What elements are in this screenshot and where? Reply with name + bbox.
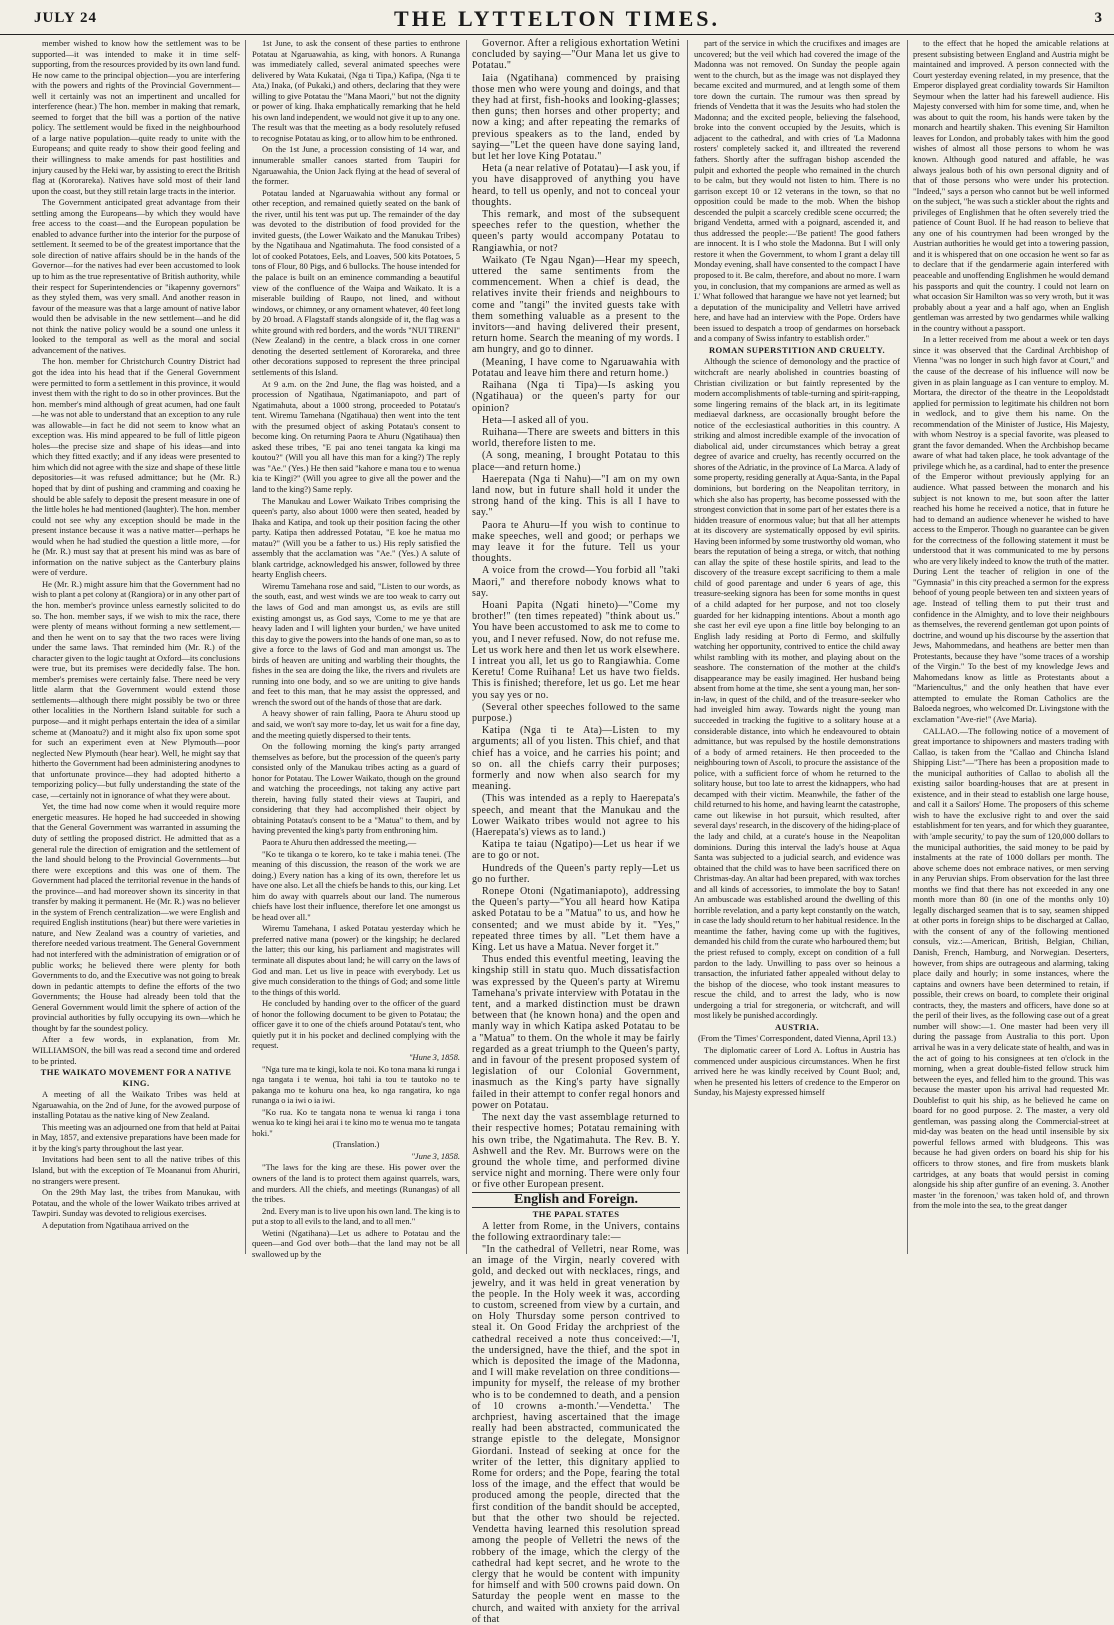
- paragraph: Raihana (Nga ti Tipa)—Is asking you (Ngatihaua) or the queen's party for our opinion?: [472, 380, 680, 414]
- paragraph: Ronepe Otoni (Ngatimaniapoto), addressing the Queen's party—"You all heard how Katipa asked Potatau to be a "Matua" to us, and how he consented; and we must abide by it. "Yes," repeated three times by all. "Let them have a King. Let us have a Matua. Never forget it.": [472, 886, 680, 954]
- paragraph: (Several other speeches followed to the same purpose.): [472, 701, 680, 724]
- paragraph: Katipa (Nga ti te Ata)—Listen to my arguments; all of you listen. This chief, and that chief has a voice, and he carries his point; and so on. all the chiefs carry their purposes; formerly and now when also search for my meaning.: [472, 725, 680, 793]
- paragraph: Iaia (Ngatihana) commenced by praising those men who were young and doings, and that they had at first, fish-hooks and looking-glasses; then guns; then horses and other property; and now a king; and after repeating the remarks of previous speakers as to the land, ended by saying—"Let the queen have done saying land, but let her love King Potatau.": [472, 72, 680, 163]
- paragraph: Paora te Ahuru—If you wish to continue to make speeches, well and good; or perhaps we may leave it for the future. Tell us your thoughts.: [472, 519, 680, 565]
- paragraph: This meeting was an adjourned one from that held at Paitai in May, 1857, and extensive preparations have been made for it by the king's party throughout the last year.: [32, 1121, 240, 1153]
- paragraph: Haerepata (Nga ti Nahu)—"I am on my own land now, but in future shall hold it under the strong hand of the king. This is all I have to say.": [472, 473, 680, 519]
- paragraph: A voice from the crowd—You forbid all "taki Maori," and therefore nobody knows what to say.: [472, 565, 680, 599]
- paragraph: The next day the vast assemblage returned to their respective homes; Potatau remaining with his own tribe, the Ngatimahuta. The Rev. B. Y. Ashwell and the Rev. Mr. Burrows were on the ground the whole time, and performed divine service night and morning. There were only four or five other European present.: [472, 1112, 680, 1191]
- paragraph: At 9 a.m. on the 2nd June, the flag was hoisted, and a procession of Ngatihaua, Ngatimaniapoto, and part of Ngatimahuta, about a 1000 strong, proceeded to Potatau's tent. Wiremu Tamehana (Ngatihaua) then went into the tent with the presumed object of asking Potatau's consent to become king. On returning Paora te Ahuru (Ngatihaua) then asked these tribes, "E pai ano tenei tangata ka kingi ma koutou?" (Will you all have this man for a king?) The reply was "Ae." (Yes.) He then said "kahore e mana tou e to wenua kia te Kingi?" (Will you agree to give all the power and the land to the king?) Same reply.: [252, 378, 460, 494]
- paragraph: part of the service in which the crucifixes and images are uncovered; but the veil which had covered the image of the Madonna was not removed. On Sunday the people again went to the church, but as the image was not displayed they became excited and murmured, and at length some of them tore down the curtain. The rumour was then spread by friends of Vendetta that it was the Jesuits who had stolen the Madonna; and the excited people, believing the falsehood, broke into the convent occupied by the Jesuits, which is adjacent to the cathedral, and with cries of 'La Madonna rosters' completely sacked it, and illtreated the reverend fathers. Shortly after the suffragan bishop ascended the pulpit and exhorted the people who remained in the church to be calm, but they would not listen to him. There is no garrison except 10 or 12 veterans in the town, so that no opposition could be made to the mob. When the bishop descended the pulpit a scarcely credible scene occurred; the brigand Vendetta, armed with a poignard, ascended it, and thus addressed the people:—'Be patient! The good fathers are innocent. It is I who stole the Madonna. But I will only restore it when the Government, to whom I grant a delay till Monday evening, shall have consented to the compact I have proposed to it. Be calm, therefore, and about no more. I warn you, in conclusion, that my companions are armed as well as I.' What followed that harangue we have not yet learned; but a deputation of the municipality and Velletri have arrived here, and have had an interview with the Pope. Orders have been issued to despatch a troop of gendarmes on horseback and a company of Swiss infantry to establish order.": [694, 38, 900, 344]
- paragraph: "Ko te tikanga o te korero, ko te take i mahia tenei. (The meaning of this discussion, the reason of the work we are doing.) Every nation has a king of its own, therefore let us have one also. Let all the chiefs be hands to this, our king. Let him do away with quarrels about our land. The numerous chiefs have lost their influence, therefore let one amongst us be head over all.": [252, 848, 460, 922]
- paragraph: Heta (a near relative of Potatau)—I ask you, if you have disapproved of anything you have heard, to tell us openly, and not to conceal your thoughts.: [472, 163, 680, 208]
- paragraph: The Manukau and Lower Waikato Tribes comprising the queen's party, also about 1000 were then seated, headed by Ihaka and Katipa, and took up their position facing the other party. Katipa then addressed Potatau, "E koe he matua mo matau?" (Will you be a father to us.) His reply satisfied the assembly that the acclamation was "Ae." (Yes.) A salute of blank cartridge, acknowledged his answer, followed by three hearty English cheers.: [252, 495, 460, 580]
- paragraph: CALLAO.—The following notice of a movement of great importance to shipowners and masters trading with Callao, is taken from the "Callao and Chincha Island Shipping List:"—"There has been a proposition made to the municipal authorities of Callao to abolish all the existing sailor boarding-houses that are at present in existence, and in their stead to establish one large house, and call it a Sailors' Home. The proposers of this scheme wish to have the exclusive right to and over the said establishment for ten years, and for which they guarantee, with 'ample security,' to pay the sum of 120,000 dollars to the municipal authorities, the said money to be paid by instalments at the rate of 1000 dollars per month. The above scheme does not embrace natives, or men serving in any Peruvian ships. From observation for the last three months we find that there has not exceeded in any one month more than 80 (in one of the months only 10) legally discharged seamen that is to say, seamen shipped at other ports in foreign ships to be discharged at Callao, with the consent of any of the following mentioned consuls, viz.:—American, British, Belgian, Chilian, Danish, French, Hamburg, and Norwegian. Deserters, however, from ships are outrageous and alarming, taking place daily and hourly; in some instances, where the captains and owners have been determined to retain, if possible, their crews on board, to complete their original contracts, they, the masters and officers, have done so at the peril of their lives, as the following case out of a great number will show:—1. One master had been very ill during the passage from Australia to this port. Upon arrival he was in a very delicate state of health, and was in the act of going to his consignees at ten o'clock in the morning, when a great double-fisted fellow struck him between the eyes, and felled him to the ground. This was because the master upon his arrival had requested Mr. Doublefist to quit his ship, as he believed he came on board for no good purpose. 2. The master, a very old gentleman, was passing along the Commercial-street at mid-day was beaten on the head until insensible by six powerful fellows armed with bludgeons. This was because he had given orders on board his ship for his officers to throw stones, and fire from muskets blank cartridges, at any boats that would persist in coming alongside his ship after gunfire of an evening. 3. Another master 'in the forenoon,' was taken hold of, and thrown from the mole into the sea, to the great danger: [913, 725, 1109, 1211]
- column-2: [252, 38, 460, 1259]
- article-heading: THE PAPAL STATES: [532, 1209, 620, 1220]
- paragraph: On the following morning the king's party arranged themselves as before, but the procession of the queen's party consisted only of the Manukau tribes acting as a guard of honor for Potatau. The Lower Waikato, though on the ground and watching the proceedings, not taking any active part therein, having fully stated their views at Taupiri, and considering that they had accomplished their object by obtaining Potatau's consent to be a "Matua" to them, and by having prevented the king's party from enthroning him.: [252, 741, 460, 836]
- paragraph: 2nd. Every man is to live upon his own land. The king is to put a stop to all evils to the land, and to all men.": [252, 1205, 460, 1227]
- paragraph: Although the science of demonology and the practice of witchcraft are nearly abolished in countries boasting of Christian civilization or but faintly represented by the modern accomplishments of table-turning and spirit-rapping, some lingering remains of the black art, in its legitimate mediaeval darkness, are occasionally brought before the notice of the ecclesiastical authorities in this country. A striking and almost incredible example of the invocation of diabolical aid, under circumstances which betray a great degree of avarice and cruelty, has recently occurred on the shores of the Adriatic, in the province of La Marca. A lady of some property, residing generally at Aqua-Santa, in the Papal dominions, but bordering on the Neapolitan territory, in which she also has property, has become possessed with the strongest conviction that in some part of her estates there is a hidden treasure of enormous value; but that all her attempts at its discovery are systematically opposed by evil spirits. Having been informed by some trustworthy old woman, who bears the reputation of being a strega, or witch, that nothing can allay the spite of these hostile spirits, and lead to the discovery of the treasure except sacrificing to them a male child of good parentage and under 6 years of age, this treasure-seeking signora has been for some months in quest of a child adapted for her purpose, and not too closely guarded for her kidnapping intentions. About a month ago she cast her evil eye upon a fine little boy belonging to an English lady residing at Porto di Fermo, and skilfully watching her opportunity, contrived to entice the child away whilst rambling with its mother, and playing about on the seashore. The consternation of the mother at the child's disappearance may be easily imagined. Her husband being absent from home at the time, she sent a young man, her son-in-law, in quest of the child, and of the treasure-seeker who had inveigled him away. Towards night the young man succeeded in tracking the fugitive to a solitary house at a considerable distance, into which he endeavoured to obtain admittance, but was repulsed by the hostile demonstrations of a body of armed retainers. He then proceeded to the neighbouring town of Ascoli, to procure the assistance of the police, with a sufficient force of whom he returned to the solitary house, but too late to arrest the kidnappers, who had decamped with their victim. Meanwhile, the father of the child returned to his home, and having learnt the catastrophe, came out likewise in hot pursuit, which resulted, after several days' research, in the discovery of the hiding-place of the lady and child, at a curate's house in the Neapolitan dominions. During this interval the lady's house at Aqua Santa was subjected to a judicial search, and evidence was obtained that the child was to have been sacrificed there on Christmas-day. An altar had been prepared, with wax torches and all kinds of accessories, to immolate the boy to Satan! An ambuscade was established around the dwelling of this horrible revelation, and a party kept constantly on the watch, in case the lady should return to her habitual residence. In the meantime the father, having come up with the fugitives, demanded his child from the curate who harboured them; but the priest refused to comply, except on condition of a full pardon to the lady. Unwilling to pass over so heinous a transaction, the infuriated father appealed without delay to the bishop of the diocese, who took instant measures to rescue the child, and to arrest the lady, who is now undergoing a trial for stregoneria, or witchcraft, and will most likely be punished accordingly.: [694, 356, 900, 1021]
- column-rule: [245, 40, 246, 1254]
- article-heading: THE WAIKATO MOVEMENT FOR A NATIVE KING.: [40, 1067, 232, 1088]
- paragraph: After a few words, in explanation, from Mr. WILLIAMSON, the bill was read a second time and ordered to be printed.: [32, 1034, 240, 1066]
- paragraph: A heavy shower of rain falling, Paora te Ahuru stood up and said, we won't say more to-day, let us wait for a fine day, and the meeting quietly dispersed to their tents.: [252, 708, 460, 740]
- document-date: "Hune 3, 1858.: [408, 1051, 460, 1062]
- paragraph: Yet, the time had now come when it would require more energetic measures. He hoped he had succeeded in showing that the General Government was warranted in assuming the duty of settling the proposed district. He admitted that as a general rule the direction of emigration and the settlement of the land should belong to the Provincial Governments—but there were exceptions and this was one of them. The Government had placed the territorial revenue in the hands of the province—and had moreover shown its sincerity in that transfer by making it permanent. He (Mr. R.) was no believer in the system of French centralization—we were English and required English institutions (hear) but there were varieties in nature, and New Zealand was a country of varieties, and therefore needed various treatment. The General Government had not interfered with the administration of emigration or of public works; he believed there were plenty for both Governments to do, and the Executive was not going to break down in pedantic attempts to define the efforts of the two Governments; the House had already been told that the General Government would limit the sphere of action of the provincial authorities by fully occupying its own—which he thought by far the soundest policy.: [32, 801, 240, 1033]
- maori-text: "Nga ture ma te kingi, kola te noi. Ko tona mana ki runga i nga tangata i te wenua, hoi tahi ia tou te tautoko no te pakanga mo te kohuru ona hea, ko nga rangatira, ko nga runanga o ia iwi o ia iwi.: [252, 1063, 460, 1106]
- paragraph: Ruihana—There are sweets and bitters in this world, therefore listen to me.: [472, 426, 680, 450]
- paragraph: Heta—I asked all of you.: [482, 414, 589, 426]
- paragraph: He concluded by handing over to the officer of the guard of honor the following document to be given to Potatau; the officer gave it to one of the chiefs around Potatau's tent, who quietly put it in his pocket and declined complying with the request.: [252, 998, 460, 1051]
- column-rule: [687, 40, 688, 1254]
- paragraph: A meeting of all the Waikato Tribes was held at Ngaruawahia, on the 2nd of June, for the avowed purpose of installing Potatau as the native king of New Zealand.: [32, 1089, 240, 1121]
- paragraph: Governor. After a religious exhortation Wetini concluded by saying—"Our Mana let us give to Potatau.": [472, 38, 680, 72]
- newspaper-title: THE LYTTELTON TIMES.: [394, 6, 720, 31]
- masthead: [0, 0, 1114, 35]
- paragraph: A deputation from Ngatihaua arrived on the: [42, 1219, 189, 1230]
- paragraph: On the 1st June, a procession consisting of 14 war, and innumerable smaller canoes started from Taupiri for Ngaruawahia, the Union Jack flying at the head of several of the former.: [252, 144, 460, 187]
- paragraph: (Meaning, I have come to Ngaruawahia with Potatau and leave him there and return home.): [472, 356, 680, 379]
- translation-label: (Translation.): [332, 1139, 380, 1150]
- paragraph: A letter from Rome, in the Univers, contains the following extraordinary tale:—: [472, 1220, 680, 1243]
- paragraph: Thus ended this eventful meeting, leaving the kingship still in statu quo. Much dissatisfaction was expressed by the Queen's party at Wiremu Tamehana's private interview with Potatau in the tent, and a marked distinction must be drawn between that (he known hona) and the open and manly way in which Katipa asked Potatau to be a "Matua" to them. On the whole it may be fairly regarded as a great triumph to the Queen's party, and in favour of the present proposed system of legislation of our Colonial Government, inasmuch as the King's party have signally failed in their attempt to confer regal honors and power on Potatau.: [472, 954, 680, 1111]
- paragraph: In a letter received from me about a week or ten days since it was observed that the Cardinal Archbishop of Vienna "was no longer in such high favor at Court," and the cause of the decrease of his influence will now be given in as plain language as I can venture to employ. M. Mortara, the director of the theatre in the Leopoldstadt applied for permission to legitimate his children not born in wedlock, and to give them his name. On the recommendation of the Minister of Justice, His Majesty, with whom Nestroy is a special favorite, was pleased to grant the favor demanded. When the Archbishop became aware of what had taken place, he took advantage of the privilege which he, as a cardinal, had to enter the presence of the Emperor without previously applying for an audience. What passed between the monarch and his subject is not known to me, but soon after the latter reached his home he received a notice, that in future he had to demand an audience whenever he wished to have access to the Emperor. Though no guarantee can be given for the correctness of the following statement it must be understood that it was communicated to me by persons who are very likely indeed to know the truth of the matter. During Lent the teacher of religion in one of the "Gymnasia" in this city preached a sermon for the express behoof of young people between ten and sixteen years of age. Instead of telling them to put their trust and confidence in the Almighty, and to love their neighbours as themselves, the reverend gentleman got upon points of doctrine, and wound up his discourse by the assertion that Jews, Mahommedans, and heathens are better men than Protestants, because they have "some traces of a worship of the Virgin." To the best of my knowledge Jews and Mahomedans know as little as Protestants about a "Mariencultus," and the only heathen that have ever attempted to emulate the Roman Catholics are the Baloeda negroes, who welcomed Dr. Livingstone with the exclamation "Ave-rie!" (Ave Maria).: [913, 334, 1109, 724]
- paragraph: "The laws for the king are these. His power over the owners of the land is to protect them against quarrels, wars, and murders. All the chiefs, and meetings (Runangas) of all the tribes.: [252, 1162, 460, 1205]
- article-heading: ROMAN SUPERSTITION AND CRUELTY.: [708, 344, 886, 355]
- paragraph: Katipa te taiau (Ngatipo)—Let us hear if we are to go or not.: [472, 839, 680, 862]
- paragraph: (This was intended as a reply to Haerepata's speech, and meant that the Manukau and the Lower Waikato tribes would not agree to his (Haerepata's) views as to land.): [472, 793, 680, 839]
- column-rule: [466, 40, 467, 1254]
- paragraph: The hon. member for Christchurch Country District had got the idea into his head that if the General Government were permitted to form a settlement in this province, it would invest them with the right to do so in other provinces. But the hon. member's mind although of great acumen, had one fault—he was not able to understand that an exception to any rule was allowable—in fact he did not seem to know what an exception was. His mind appeared to be full of little pigeon holes—the precise size and shape of his ideas—and into which they fitted exactly; and if any ideas were presented to him which did not agree with the size and shape of these little depositories—it was refused admittance; but he (Mr. R.) hoped that by dint of pushing and cramming and coaxing he should be able safely to deposit the present measure in one of the little holes he had mentioned (laughter). The hon. member could not see why any exception should be made in the present instance because it was a native matter—perhaps he would when he had studied the question a little more, —for he (Mr. R.) must say that at present his mind was as bare of information on the native subject as the Canterbury plains were of verdure.: [32, 356, 240, 578]
- document-date: "June 3, 1858.: [411, 1150, 460, 1161]
- column-5: [913, 38, 1109, 1256]
- paragraph: Invitations had been sent to all the native tribes of this Island, but with the exception of Te Moananui from Ahuriri, no strangers were present.: [32, 1154, 240, 1186]
- issue-date: JULY 24: [34, 10, 97, 26]
- article-subheading: (From the 'Times' Correspondent, dated Vienna, April 13.): [697, 1033, 897, 1044]
- article-heading: AUSTRIA.: [774, 1021, 820, 1032]
- paragraph: Paora te Ahuru then addressed the meeting,—: [262, 837, 417, 848]
- page-number: 3: [1094, 10, 1102, 26]
- column-1: [32, 38, 240, 1256]
- column-3: [472, 38, 680, 1625]
- paragraph: This remark, and most of the subsequent speeches refer to the question, whether the queen's party would accompany Potatau to Rangiawhia, or not?: [472, 209, 680, 254]
- maori-text: "Ko rua. Ko te tangata nona te wenua ki ranga i tona wenua ko te kingi hei arai i te kino mo te wenua mo te tangata hoki.": [252, 1106, 460, 1138]
- paragraph: Wiremu Tamehana rose and said, "Listen to our words, as the south, east, and west winds we are too weak to carry out the laws of God and man amongst us, as evils are still existing amongst us, as God says, 'Come to me ye that are heavy laden and I will lighten your burden,' we have united this day to give the powers into the hands of one man, so as to give a force to the laws of God and man amongst us. The birds of heaven are uniting and warbling their thoughts, the fishes in the sea are doing the like, the rivers and rivulets are running into one body, and so we are uniting to give hands and feet to this man, that he may assist the oppressed, and wrench the sword out of the hands of those that are dark.: [252, 580, 460, 707]
- section-heading: English and Foreign.: [472, 1192, 680, 1209]
- paragraph: member wished to know how the settlement was to be supported—it was intended to make it in time self-supporting, from the resources provided by its own land fund. He now came to the principal objection—you are interfering with the powers and rights of the Provincial Government—well it certainly was not an impertinent and uncalled for interference (hear.) The hon. member in making that remark, seemed to forget that the bill was a portion of the native policy. The settlement would be fixed in the neighbourhood of a large native population—quite ready to unite with the Europeans; and quite ready to show their good feeling and their willingness to make amends for past hostilities and injury caused by the Heki war, by assisting to erect the British flag at (Kororareka). Natives have sold most of their land upon the coast, but they still retain large tracts in the interior.: [32, 38, 240, 196]
- paragraph: Potatau landed at Ngaruawahia without any formal or other reception, and remained quietly seated on the bank of the river, until his tent was put up. The remainder of the day was devoted to the distribution of food provided for the invited guests, (the Lower Waikato and the Manukau Tribes) by the Ngatihaua and Ngatimahuta. The food consisted of a lot of cooked Potatoes, Eels, and Loaves, 500 kits Potatoes, 5 tons of Flour, 80 Pigs, and 6 bullocks. The house intended for the palace is built on an eminence commanding a beautiful view of the confluence of the Waipa and Waikato. It is a miserable building of Raupo, not lined, and without windows, or chimney, or any ornament whatever, 40 feet long by 20 broad. A Flagstaff stands alongside of it, the flag was a white ground with red borders, and the words "NUI TIRENI" (New Zealand) in the centre, a black cross in one corner denoting the deserted settlement of Kororareka, and three other decorations supposed to represent the three principal settlements of this Island.: [252, 187, 460, 377]
- paragraph: to the effect that he hoped the amicable relations at present subsisting between England and Austria might be maintained and improved. A person connected with the Court yesterday evening related, in my presence, that the Emperor displayed great cordiality towards Sir Hamilton Seymour when the latter had his farewell audience. His Majesty conversed with him for some time, and, when he was about to quit the room, his hands were taken by the monarch and heartily shaken. This evening Sir Hamilton leaves for London, and probably takes with him the good wishes of almost all those persons to whom he was known. Although good natured and affable, he was always jealous both of his own personal dignity and of that of those persons who were under his protection. "Indeed," says a person who cannot but be well informed on the subject, "he was such a stickler about the rights and privileges of Englishmen that he often severely tried the patience of Count Buol. If he had reason to believe that any one of his countrymen had been wronged by the Austrian authorities he would get into a towering passion, and it is whispered that on one occasion he went so far as to declare that if the gendarmerie again interfered with peaceable and unoffending Englishmen he would demand his passports and quit the country. I could not learn on what occasion Sir Hamilton was so very wroth, but it was probably about a year and a half ago, when an English gentleman was arrested by two gendarmes while walking in the country without a passport.: [913, 38, 1109, 333]
- paragraph: Wiremu Tamehana, I asked Potatau yesterday which he preferred native mana (power) or the kingship; he declared the latter; this our king, his parliament and magistrates will terminate all disputes about land; he will carry on the laws of God and man. Let us live in peace with everybody. Let us give much consideration to the things of God; and some little to the things of this world.: [252, 923, 460, 997]
- paragraph: On the 29th May last, the tribes from Manukau, with Potatau, and the whole of the lower Waikato tribes arrived at Tawpiri. Sunday was devoted to religious exercises.: [32, 1187, 240, 1219]
- column-rule: [907, 40, 908, 1254]
- paragraph: "In the cathedral of Velletri, near Rome, was an image of the Virgin, nearly covered with gold, and decked out with necklaces, rings, and jewelry, and it was held in great veneration by the people. In the Holy week it was, according to custom, screened from view by a curtain, and on Holy Thursday some person contrived to steal it. On Good Friday the archpriest of the cathedral received a note thus conceived:—'I, the undersigned, have the thief, and the spot in which is deposited the image of the Madonna, and I will make revelation on three conditions—impunity for myself, the release of my brother who is to be condemned to death, and a pension of 10 crowns a-month.'—Vendetta.' The archpriest, having ascertained that the image really had been abstracted, communicated the strange epistle to the delegate, Monsignor Giordani. Instead of seeking at once for the writer of the letter, this dignitary applied to Rome for orders; and the Pope, fearing the total loss of the image, and the effect that would be produced among the people, directed that the first condition of the bandit should be accepted, but that the other two should be rejected. Vendetta having learned this resolution spread among the people of Velletri the news of the robbery of the image, which the clergy of the cathedral had kept secret, and he wrote to the clergy that he would be content with impunity for himself and with 500 crowns paid down. On Saturday the people went en masse to the church, and waited with anxiety for the arrival of that: [472, 1244, 680, 1625]
- column-4: [694, 38, 900, 1256]
- paragraph: 1st June, to ask the consent of these parties to enthrone Potatau at Ngaruawahia, as king, with honors. A Runanga was immediately called, several animated speeches were delivered by Wata Kukatai, (Nga ti Tipa,) Kafipa, (Nga ti te Ata,) Inaka, (of Pukaki,) and others, declaring that they were willing to give Potatau the "Mana Maori," but not the dignity or power of king. Ihaka emphatically remarking that he held his own land independent, we would not give it up to any one. The result was that the meeting as a body resolutely refused to recognise Potatau as king, or to allow him to be enthroned.: [252, 38, 460, 143]
- paragraph: Hundreds of the Queen's party reply—Let us go no further.: [472, 862, 680, 885]
- paragraph: Wetini (Ngatihana)—Let us adhere to Potatau and the queen—and God over both—that the land may not be all swallowed up by the: [252, 1227, 460, 1259]
- paragraph: Waikato (Te Ngau Ngan)—Hear my speech, uttered the same sentiments from the commencement. When a chief is dead, the relatives invite their friends and neighbours to come and "tangi" the invited guests take with them something valuable as a present to the invitors—and having delivered their present, return home. Search the meaning of my words. I am hungry, and go to dinner.: [472, 254, 680, 356]
- paragraph: Hoani Papita (Ngati hineto)—"Come my brother!" (ten times repeated) "think about us." You have been accustomed to ask me to come to you, and I never refused. Now, do not refuse me. Let us work here and then let us work elsewhere. I intreat you all, let us go to Rangiawhia. Come Keretu! Come Ruihana! Let us have two fields. This is finished; therefore, let us go. Let me hear you say yes or no.: [472, 599, 680, 701]
- paragraph: He (Mr. R.) might assure him that the Government had no wish to plant a pet colony at (Rangiora) or in any other part of the hon. member's province unless earnestly solicited to do so. The hon. member says, if we wish to mix the race, there were plenty of means without forming a new settlement,—and then he went on to say that the two races were living under the same laws. That reminded him (Mr. R.) of the character given to the logic taught at Oxford—its conclusions were true, but its premises were decidedly false. The hon. member's premises were certainly false. There need be very little alarm that the Government would extend those settlements—although there might possibly be two or three other localities in the Northern Island suitable for such a purpose—and it might perhaps entertain the idea of a similar scheme at (Manoatu?) and it might also fix upon some spot for such an experiment even at New Plymouth—poor neglected New Plymouth (hear hear). Well, he might say that hitherto the Government had been administering anodynes to that unfortunate province—they had adopted hitherto a temporizing policy—but fully understanding the state of the case, —certainly not in ignorance of what they were about.: [32, 578, 240, 800]
- paragraph: (A song, meaning, I brought Potatau to this place—and return home.): [472, 450, 680, 473]
- paragraph: The diplomatic career of Lord A. Loftus in Austria has commenced under auspicious circumstances. When he first arrived here he was kindly received by Count Buol; and, when he presented his letters of credence to the Emperor on Sunday, his Majesty expressed himself: [694, 1044, 900, 1098]
- paragraph: The Government anticipated great advantage from their settling among the Europeans—by which they would have free access to the coast—and the European population be enabled to advance further into the interior for the purpose of settlement. It seemed to be of the greatest importance that the sole direction of native affairs should be in the hands of the Governor—for the natives had ever been accustomed to look up to him as the true representative of British authority, while their respect for Superintendencies or "ikapenny governors" as they styled them, was very small. And another reason in favour of the measure was that a large amount of native labor would then be advisable in the new settlement—and he did not think the native policy would be a sound one unless it looked to the temporal as well as the moral and social advancement of the natives.: [32, 197, 240, 355]
